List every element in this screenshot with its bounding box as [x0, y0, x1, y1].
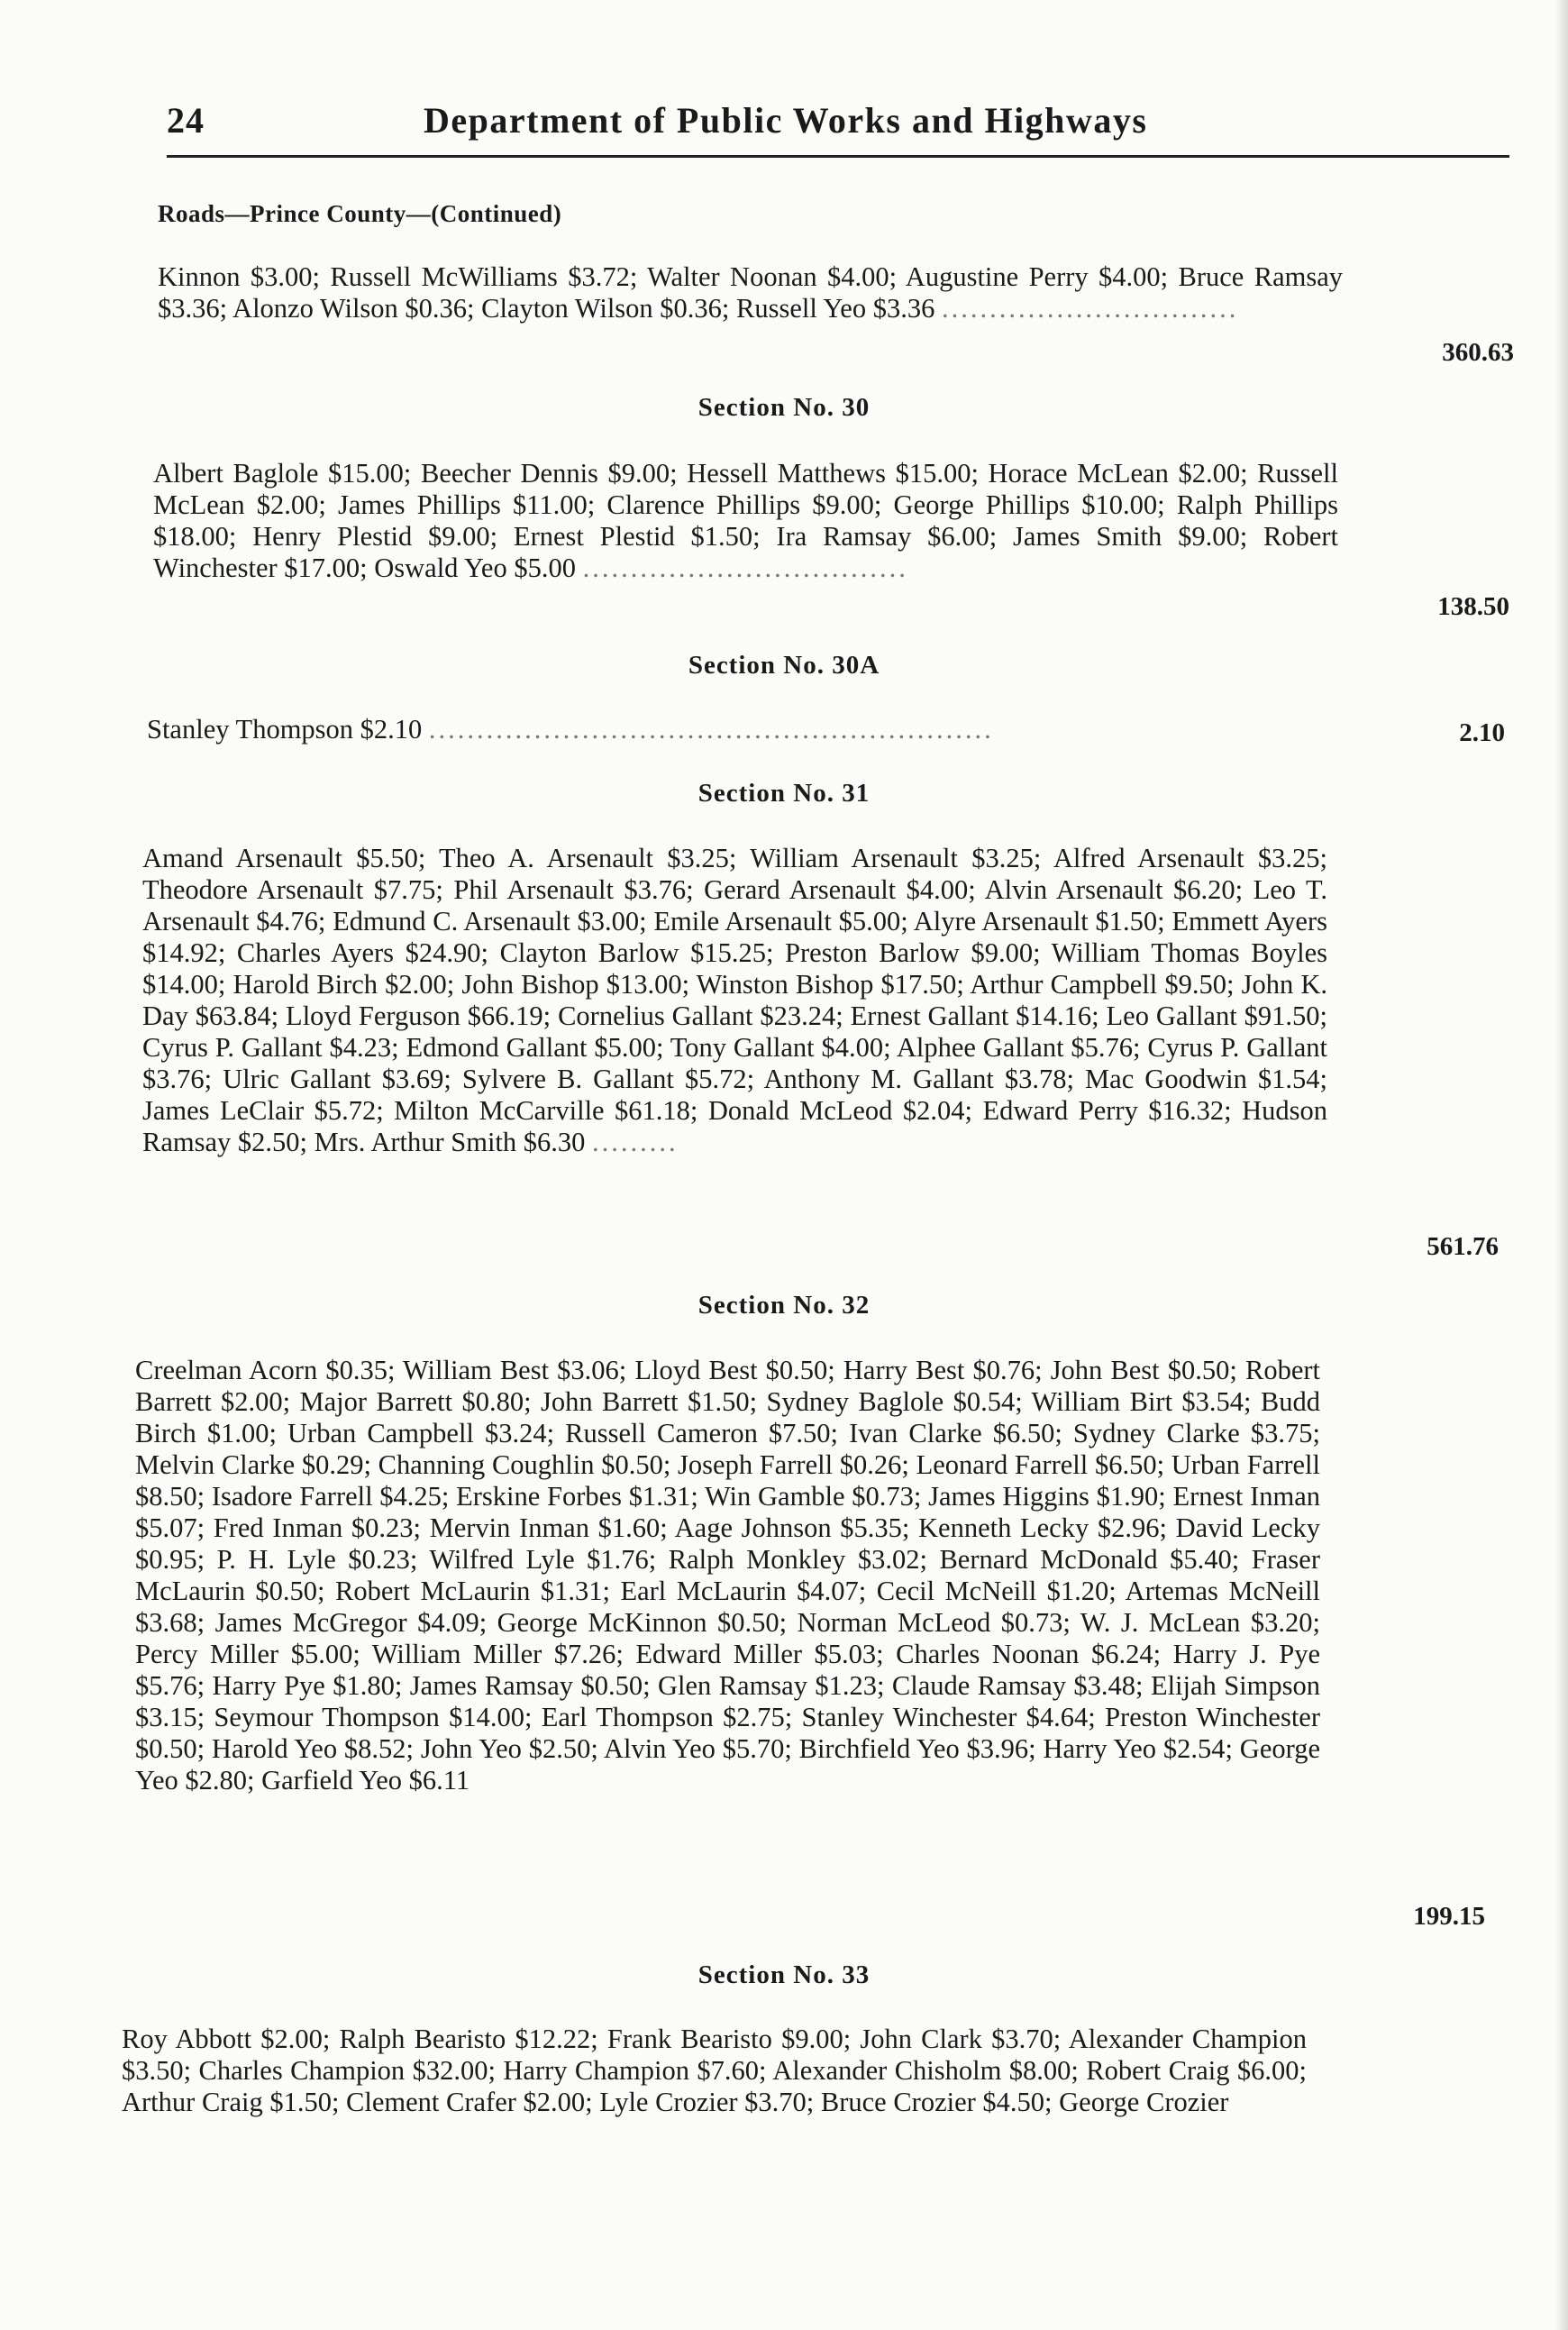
- dot-leader: ...........................................................: [428, 714, 994, 745]
- section-total: 360.63: [1442, 338, 1514, 367]
- section-total: 199.15: [1413, 1902, 1485, 1931]
- section-total: 138.50: [1437, 592, 1509, 621]
- section-entries: Amand Arsenault $5.50; Theo A. Arsenault $3.25; William Arsenault $3.25; Alfred Arsenault $3.25; Theodore Arsenault $7.75; Phil Arsenault $3.76; Gerard Arsenault $4.00; Alvin Arsenault $6.20; Leo T. Arsenault $4.76; Edmund C. Arsenault $3.00; Emile Arsenault $5.00; Alyre Arsenault $1.50; Emmett Ayers $14.92; Charles Ayers $24.90; Clayton Barlow $15.25; Preston Barlow $9.00; William Thomas Boyles $14.00; Harold Birch $2.00; John Bishop $13.00; Winston Bishop $17.50; Arthur Campbell $9.50; John K. Day $63.84; Lloyd Ferguson $66.19; Cornelius Gallant $23.24; Ernest Gallant $14.16; Leo Gallant $91.50; Cyrus P. Gallant $4.23; Edmond Gallant $5.00; Tony Gallant $4.00; Alphee Gallant $5.76; Cyrus P. Gallant $3.76; Ulric Gallant $3.69; Sylvere B. Gallant $5.72; Anthony M. Gallant $3.78; Mac Goodwin $1.54; James LeClair $5.72; Milton McCarville $61.18; Donald McLeod $2.04; Edward Perry $16.32; Hudson Ramsay $2.50; Mrs. Arthur Smith $6.30 .........: [142, 843, 1327, 1157]
- section-total: 561.76: [1427, 1232, 1499, 1261]
- dot-leader: ...............................: [941, 293, 1239, 324]
- header-rule: [167, 155, 1509, 158]
- page-number: 24: [167, 100, 205, 141]
- section-entries: Albert Baglole $15.00; Beecher Dennis $9.00; Hessell Matthews $15.00; Horace McLean $2.00; Russell McLean $2.00; James Phillips $11.00; Clarence Phillips $9.00; George Phillips $10.00; Ralph Phillips $18.00; Henry Plestid $9.00; Ernest Plestid $1.50; Ira Ramsay $6.00; James Smith $9.00; Robert Winchester $17.00; Oswald Yeo $5.00 ..................................: [153, 458, 1338, 583]
- dot-leader: ..................................: [582, 553, 908, 583]
- section-title: Section No. 31: [697, 779, 871, 808]
- section-total: 2.10: [1459, 718, 1505, 747]
- running-title: Department of Public Works and Highways: [424, 100, 1148, 141]
- section-entries: Stanley Thompson $2.10 ...........................................................: [147, 714, 994, 745]
- dot-leader: .........: [592, 1127, 679, 1157]
- section-title: Section No. 33: [697, 1960, 871, 1989]
- page-header: [167, 99, 1505, 153]
- section-title: Section No. 32: [697, 1291, 871, 1320]
- continuation-heading: Roads—Prince County—(Continued): [158, 200, 562, 227]
- section-entries: Kinnon $3.00; Russell McWilliams $3.72; Walter Noonan $4.00; Augustine Perry $4.00; Bruce Ramsay $3.36; Alonzo Wilson $0.36; Clayton Wilson $0.36; Russell Yeo $3.36 ...............................: [158, 261, 1343, 324]
- scan-edge-shadow: [1555, 0, 1568, 2330]
- section-entries: Creelman Acorn $0.35; William Best $3.06; Lloyd Best $0.50; Harry Best $0.76; John Best $0.50; Robert Barrett $2.00; Major Barrett $0.80; John Barrett $1.50; Sydney Baglole $0.54; William Birt $3.54; Budd Birch $1.00; Urban Campbell $3.24; Russell Cameron $7.50; Ivan Clarke $6.50; Sydney Clarke $3.75; Melvin Clarke $0.29; Channing Coughlin $0.50; Joseph Farrell $0.26; Leonard Farrell $6.50; Urban Farrell $8.50; Isadore Farrell $4.25; Erskine Forbes $1.31; Win Gamble $0.73; James Higgins $1.90; Ernest Inman $5.07; Fred Inman $0.23; Mervin Inman $1.60; Aage Johnson $5.35; Kenneth Lecky $2.96; David Lecky $0.95; P. H. Lyle $0.23; Wilfred Lyle $1.76; Ralph Monkley $3.02; Bernard McDonald $5.40; Fraser McLaurin $0.50; Robert McLaurin $1.31; Earl McLaurin $4.07; Cecil McNeill $1.20; Artemas McNeill $3.68; James McGregor $4.09; George McKinnon $0.50; Norman McLeod $0.73; W. J. McLean $3.20; Percy Miller $5.00; William Miller $7.26; Edward Miller $5.03; Charles Noonan $6.24; Harry J. Pye $5.76; Harry Pye $1.80; James Ramsay $0.50; Glen Ramsay $1.23; Claude Ramsay $3.48; Elijah Simpson $3.15; Seymour Thompson $14.00; Earl Thompson $2.75; Stanley Winchester $4.64; Preston Winchester $0.50; Harold Yeo $8.52; John Yeo $2.50; Alvin Yeo $5.70; Birchfield Yeo $3.96; Harry Yeo $2.54; George Yeo $2.80; Garfield Yeo $6.11: [135, 1355, 1320, 1795]
- section-entries: Roy Abbott $2.00; Ralph Bearisto $12.22; Frank Bearisto $9.00; John Clark $3.70; Alexander Champion $3.50; Charles Champion $32.00; Harry Champion $7.60; Alexander Chisholm $8.00; Robert Craig $6.00; Arthur Craig $1.50; Clement Crafer $2.00; Lyle Crozier $3.70; Bruce Crozier $4.50; George Crozier: [122, 2024, 1307, 2117]
- section-title: Section No. 30A: [688, 651, 880, 680]
- section-title: Section No. 30: [697, 393, 871, 422]
